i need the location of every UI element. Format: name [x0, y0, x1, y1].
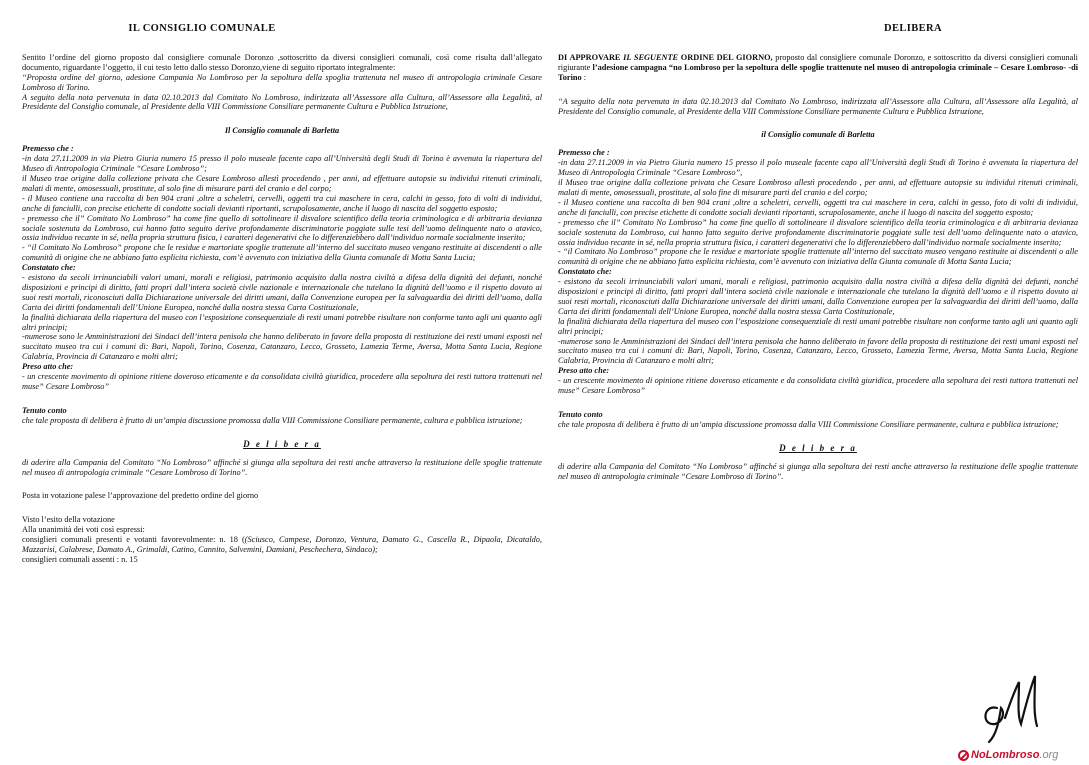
left-preso-heading: Preso atto che: [22, 362, 74, 372]
left-assenti-text: consiglieri comunali assenti : n. 15 [22, 554, 138, 564]
left-premesso-1: -in data 27.11.2009 in via Pietro Giuria numero 15 presso il polo museale facente capo all’Università degli Studi di Torino è avvenuta la riapertura del Museo di Antropologia Criminale “Cesare Lombroso”; [22, 154, 542, 174]
right-premesso-3: - il Museo contiene una raccolta di ben 904 crani ,oltre a scheletri, cervelli, oggetti tra cui maschere in cera, calchi in gesso, foto di volti di individui, anche di fanciulli, con precise etichette di condotte sociali devianti riportanti, scrupolosamente, anche il luogo di nascita del soggetto esposto; [558, 197, 1078, 217]
right-council-heading: il Consiglio comunale di Barletta [761, 130, 875, 140]
right-page [558, 0, 1078, 765]
left-visto-text: Visto l’esito della votazione [22, 515, 115, 525]
right-page-title: DELIBERA [883, 23, 943, 34]
watermark-tld: .org [1039, 749, 1059, 761]
right-constatato-1: - esistono da secoli irrinunciabili valori umani, morali e religiosi, patrimonio acquisito dalla nostra civiltà a difesa della dignità dei defunti, nonché disposizioni e principi di diritto, fatti propri dall’intera società civile nazionale e internazionale che tutelano la dignità dell’uomo e il rispetto dovuto ai suoi resti mortali, riconosciuti dalla Dichiarazione universale dei diritti umani, dalla Convenzione europea per la salvaguardia dei diritti dell’uomo, dalla Carta dei diritti fondamentali dell’Unione Europea, nonché dalla nostra stessa Carta Costituzionale, [558, 277, 1078, 316]
left-premesso-4: - premesso che il” Comitato No Lombroso” ha come fine quello di sottolineare il disvalore scientifico della teoria criminologica e di arbitraria devianza sociale sostenuta da Lombroso, cui hanno fatto seguito derive profondamente discriminatorie poggiate sulle tesi dell’uomo delinquente nato o atavico, ossia individuo recante in sé, nella propria struttura fisica, i caratteri degenerativi che lo differenziebbero dall’individuo normale socialmente inserito; [22, 213, 542, 243]
left-preso-text: - un crescente movimento di opinione ritiene doveroso eticamente e da consolidata civiltà giuridica, procedere alla sepoltura dei resti tuttora trattenuti nel muse” Cesare Lombroso” [22, 372, 542, 391]
prohibition-icon [958, 750, 969, 761]
right-tenuto-heading: Tenuto conto [558, 410, 603, 419]
left-quote-1: “Proposta ordine del giorno, adesione Campania No Lombroso per la sepoltura della spoglia trattenuta nel museo di antropologia criminale Cesare Lombroso di Torino. [22, 72, 542, 92]
left-page-title: IL CONSIGLIO COMUNALE [128, 23, 276, 34]
right-constatato-heading: Constatato che: [558, 267, 612, 277]
watermark-name: Lombroso [985, 749, 1040, 761]
left-constatato-3: -numerose sono le Amministrazioni dei Sindaci dell’intera penisola che hanno deliberato in favore della proposta di restituzione dei resti umani esposti nel succitato museo tra cui i comuni di: Bari, Napoli, Torino, Cosenza, Catanzaro, Lecco, Grosseto, Lamezia Terme, Aversa, Motta Santa Lucia, Regione Calabria, Provincia di Catanzaro e molti altri; [22, 332, 542, 362]
right-approve-b: IL SEGUENTE [623, 52, 679, 62]
left-page [22, 0, 542, 765]
right-approve-d: proposto dal consigliere comunale Doronzo, e sottoscritto da diversi consiglieri comunali rigiurante [558, 52, 1078, 72]
right-quote: “A seguito della nota pervenuta in data 02.10.2013 dal Comitato No Lombroso, indirizzata all’Assessore alla Cultura, all’Assessore alla Legalità, al Presidente del Consiglio comunale, al Presidente della VIII Commissione Consiliare permanente Cultura e Pubblica Istruzione, [558, 96, 1078, 116]
right-approve-text [558, 53, 1078, 83]
left-delibera-heading: D e l i b e r a [243, 438, 321, 449]
left-premesso-3: - il Museo contiene una raccolta di ben 904 crani ,oltre a scheletri, cervelli, oggetti tra cui maschere in cera, calchi in gesso, foto di volti di individui, anche di fanciulli, con precise etichette di condotte sociali devianti riportanti, scrupolosamente, anche il luogo di nascita del soggetto esposto; [22, 193, 542, 213]
right-preso-heading: Preso atto che: [558, 366, 610, 376]
left-tenuto-heading: Tenuto conto [22, 405, 67, 415]
handwritten-signature [975, 668, 1050, 748]
right-approve-f: : [581, 72, 587, 82]
right-approve-e: l’adesione campagna “no Lombroso per la sepoltura delle spoglie trattenute nel museo di antropologia criminale – Cesare Lombroso- -di Torino [558, 62, 1078, 82]
right-premesso-5: - “il Comitato No Lombroso” propone che le residue e martoriate spoglie trattenute all’interno del succitato museo vengano restituite ai discendenti o alle comunità di origine che ne abbiano fatto esplicita richiesta, com’è avvenuto con iniziativa della Giunta comunale di Motta Santa Lucia; [558, 247, 1078, 267]
right-preso-text: - un crescente movimento di opinione ritiene doveroso eticamente e da consolidata civiltà giuridica, procedere alla sepoltura dei resti tuttora trattenuti nel muse” Cesare Lombroso” [558, 376, 1078, 396]
right-delibera-heading: D e l i b e r a [779, 442, 857, 453]
watermark-no: No [971, 749, 986, 761]
left-tenuto-text: che tale proposta di delibera è frutto di un’ampia discussione promossa dalla VIII Commissione Consiliare permanente, cultura e pubblica istruzione; [22, 415, 523, 425]
right-approve-a: DI APPROVARE [558, 52, 624, 62]
right-premesso-1: -in data 27.11.2009 in via Pietro Giuria numero 15 presso il polo museale facente capo all’Università degli Studi di Torino è avvenuta la riapertura del Museo di Antropologia Criminale “Cesare Lombroso”, [558, 158, 1078, 178]
left-intro: Sentito l’ordine del giorno proposto dal consigliere comunale Doronzo ,sottoscritto da diversi consiglieri comunali, così come risulta dall’allegato documento, riguardante l’oggetto, il cui testo letto dallo stesso Doronzo,viene di seguito riportato integralmente: [22, 52, 542, 72]
right-premesso-4: - premesso che il” Comitato No Lombroso” ha come fine quello di sottolineare il disvalore scientifico della teoria criminologica e di arbitraria devianza sociale sostenuta da Lombroso, cui hanno fatto seguito derive profondamente discriminatorie poggiate sulle tesi dell’uomo delinquente nato o atavico, ossia individuo recante in sé, nella propria struttura fisica, i caratteri degenerativi che lo differenziebbero dall’individuo normale socialmente inserito; [558, 217, 1078, 247]
left-constatato-heading: Constatato che: [22, 263, 76, 273]
left-premesso-5: - “il Comitato No Lombroso” propone che le residue e martoriate spoglie trattenute all’interno del succitato museo vengano restituite ai discendenti o alle comunità di origine che ne abbiano fatto esplicita richiesta, com’è avvenuto con iniziativa della Giunta comunale di Motta Santa Lucia; [22, 243, 542, 263]
left-quote-2: A seguito della nota pervenuta in data 02.10.2013 dal Comitato No Lombroso, indirizzata all’Assessore alla Cultura, all’Assessore alla Legalità, al Presidente del Consiglio comunale, al Presidente della VIII Commissione Consiliare permanente Cultura e Pubblica Istruzione, [22, 92, 542, 112]
left-presenti-text [22, 535, 542, 555]
left-posta-text: Posta in votazione palese l’approvazione del predetto ordine del giorno [22, 491, 259, 501]
right-constatato-3: -numerose sono le Amministrazioni dei Sindaci dell’intera penisola che hanno deliberato in favore della proposta di restituzione dei resti umani esposti nel succitato museo tra cui i comuni di: Bari, Napoli, Torino, Cosenza, Catanzaro, Lecco, Grosseto, Lamezia Terme, Aversa, Motta Santa Lucia, Regione Calabria, Provincia di Catanzaro e molti altri; [558, 336, 1078, 366]
left-unanimita-text: Alla unanimità dei voti così espressi: [22, 525, 145, 535]
right-premesso-2: il Museo trae origine dalla collezione privata che Cesare Lombroso allestì procedendo , per anni, ad effettuare autopsie su individui ritenuti criminali, malati di mente, omosessuali, prostitute, al solo fine di misurare parti del cranio e del corpo; [558, 178, 1078, 197]
right-premesso-heading: Premesso che : [558, 148, 610, 158]
nolombroso-watermark [958, 748, 1058, 762]
left-council-heading: Il Consiglio comunale di Barletta [224, 126, 340, 136]
left-premesso-heading: Premesso che : [22, 144, 74, 154]
left-premesso-2: il Museo trae origine dalla collezione privata che Cesare Lombroso allestì procedendo , per anni, ad effettuare autopsie su individui ritenuti criminali, malati di mente, omosessuali, prostitute, al solo fine di misurare parti del cranio e del corpo; [22, 173, 542, 193]
right-tenuto-text: che tale proposta di delibera è frutto di un’ampia discussione promossa dalla VIII Commissione Consiliare permanente, cultura e pubblica istruzione; [558, 419, 1059, 429]
left-constatato-1: - esistono da secoli irrinunciabili valori umani, morali e religiosi, patrimonio acquisito dalla nostra civiltà a difesa della dignità dei defunti, nonché disposizioni e principi di diritto, fatti propri dall’intera società civile nazionale e internazionale che tutelano la dignità dell’uomo e il rispetto dovuto ai suoi resti mortali, riconosciuti dalla Dichiarazione universale dei diritti umani, dalla Convenzione europea per la salvaguardia dei diritti dell’uomo, dalla Carta dei diritti fondamentali dell’Unione Europea, nonché dalla nostra stessa Carta Costituzionale, [22, 273, 542, 312]
right-delibera-text: di aderire alla Campania del Comitato “No Lombroso” affinché si giunga alla sepoltura dei resti anche attraverso la restituzione delle spoglie trattenute nel museo di antropologia criminale “Cesare Lombroso di Torino”. [558, 461, 1078, 481]
left-presenti-names: (Sciusco, Campese, Doronzo, Ventura, Damato G., Cascella R., Dipaola, Dicataldo, Mazzarisi, Calabrese, Damato A., Grimaldi, Catino, Cannito, Salvemini, Damiani, Peschechera, Sindaco); [22, 535, 542, 555]
left-presenti-prefix: consiglieri comunali presenti e votanti favorevolmente: n. 18 ( [22, 535, 245, 545]
left-constatato-2: la finalità dichiarata della riapertura del museo con l’esposizione consequenziale di resti umani potrebbe risultare non conforme tanto agli uni quanto agli altri principi; [22, 312, 542, 332]
right-constatato-2: la finalità dichiarata della riapertura del museo con l’esposizione consequenziale di resti umani potrebbe risultare non conforme tanto agli uni quanto agli altri principi; [558, 316, 1078, 336]
left-delibera-text: di aderire alla Campania del Comitato “No Lombroso” affinché si giunga alla sepoltura dei resti anche attraverso la restituzione delle spoglie trattenute nel museo di antropologia criminale “Cesare Lombroso di Torino”. [22, 457, 542, 477]
right-approve-c: ORDINE DEL GIORNO, [678, 52, 773, 62]
